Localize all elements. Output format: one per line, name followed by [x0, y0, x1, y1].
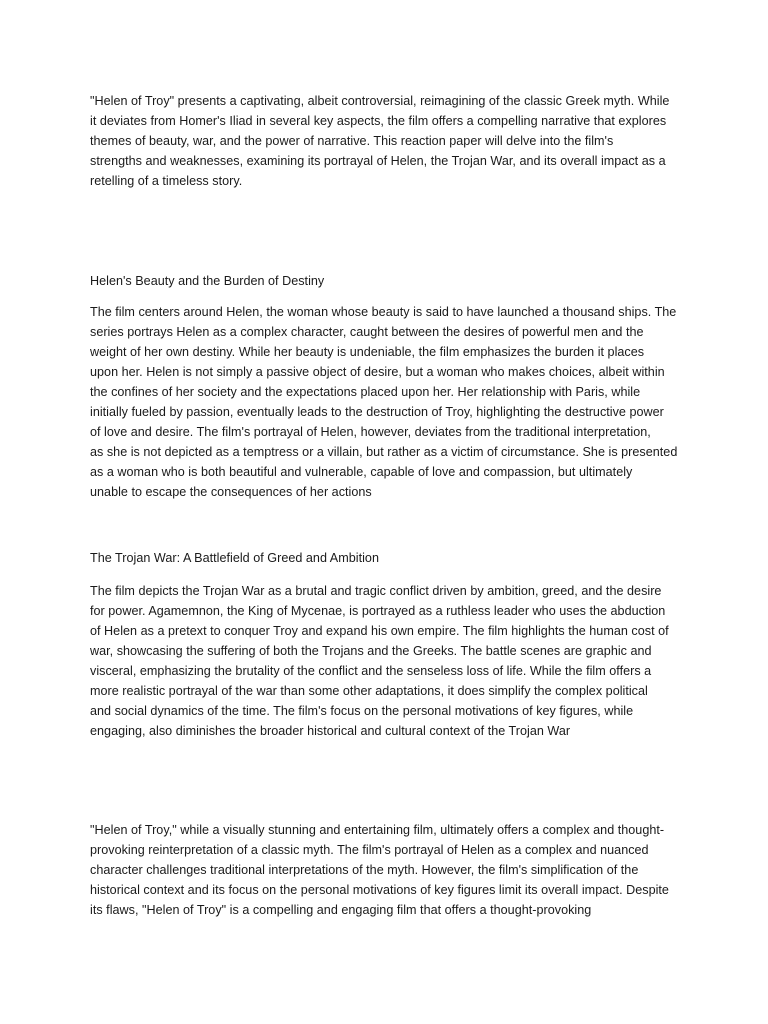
intro-line: it deviates from Homer's Iliad in several key aspects, the film offers a compelling narrative that explores [90, 114, 667, 128]
intro-line: retelling of a timeless story. [90, 174, 243, 188]
section1-line: initially fueled by passion, eventually leads to the destruction of Troy, highlighting the destructive power [90, 405, 664, 419]
section1-line: series portrays Helen as a complex character, caught between the desires of powerful men and the [90, 325, 644, 339]
document-page [90, 0, 690, 1024]
intro-line: themes of beauty, war, and the power of narrative. This reaction paper will delve into the film's [90, 134, 614, 148]
conclusion-line: historical context and its focus on the personal motivations of key figures limit its overall impact. Despite [90, 883, 669, 897]
section1-line: the confines of her society and the expectations placed upon her. Her relationship with Paris, while [90, 385, 641, 399]
section2-line: war, showcasing the suffering of both the Trojans and the Greeks. The battle scenes are graphic and [90, 644, 652, 658]
section1-line: as she is not depicted as a temptress or a villain, but rather as a victim of circumstance. She is presented [90, 445, 678, 459]
conclusion-line: provoking reinterpretation of a classic myth. The film's portrayal of Helen as a complex and nuanced [90, 843, 649, 857]
section1-line: weight of her own destiny. While her beauty is undeniable, the film emphasizes the burden it places [90, 345, 645, 359]
section1-line: The film centers around Helen, the woman whose beauty is said to have launched a thousand ships. The [90, 305, 677, 319]
section2-line: more realistic portrayal of the war than some other adaptations, it does simplify the complex political [90, 684, 648, 698]
section2-line: and social dynamics of the time. The film's focus on the personal motivations of key figures, while [90, 704, 634, 718]
conclusion-line: "Helen of Troy," while a visually stunning and entertaining film, ultimately offers a complex and thought- [90, 823, 665, 837]
section-heading-helen: Helen's Beauty and the Burden of Destiny [90, 274, 325, 288]
section1-line: of love and desire. The film's portrayal of Helen, however, deviates from the traditional interpretation, [90, 425, 651, 439]
conclusion-paragraph [90, 820, 690, 920]
section-heading-trojan-war: The Trojan War: A Battlefield of Greed and Ambition [90, 551, 379, 565]
section2-line: The film depicts the Trojan War as a brutal and tragic conflict driven by ambition, greed, and the desire [90, 584, 662, 598]
section2-line: for power. Agamemnon, the King of Mycenae, is portrayed as a ruthless leader who uses the abduction [90, 604, 666, 618]
section2-line: visceral, emphasizing the brutality of the conflict and the senseless loss of life. While the film offers a [90, 664, 652, 678]
intro-line: strengths and weaknesses, examining its portrayal of Helen, the Trojan War, and its overall impact as a [90, 154, 666, 168]
section1-line: as a woman who is both beautiful and vulnerable, capable of love and compassion, but ultimately [90, 465, 633, 479]
section1-line: unable to escape the consequences of her actions [90, 485, 372, 499]
section2-line: of Helen as a pretext to conquer Troy and expand his own empire. The film highlights the human cost of [90, 624, 669, 638]
conclusion-line: its flaws, "Helen of Troy" is a compelling and engaging film that offers a thought-provoking [90, 903, 592, 917]
section2-paragraph [90, 581, 690, 741]
section2-line: engaging, also diminishes the broader historical and cultural context of the Trojan War [90, 724, 571, 738]
intro-paragraph [90, 91, 690, 191]
intro-line: "Helen of Troy" presents a captivating, albeit controversial, reimagining of the classic Greek myth. While [90, 94, 670, 108]
section1-line: upon her. Helen is not simply a passive object of desire, but a woman who makes choices, albeit within [90, 365, 665, 379]
conclusion-line: character challenges traditional interpretations of the myth. However, the film's simplification of the [90, 863, 639, 877]
section1-paragraph [90, 302, 690, 502]
